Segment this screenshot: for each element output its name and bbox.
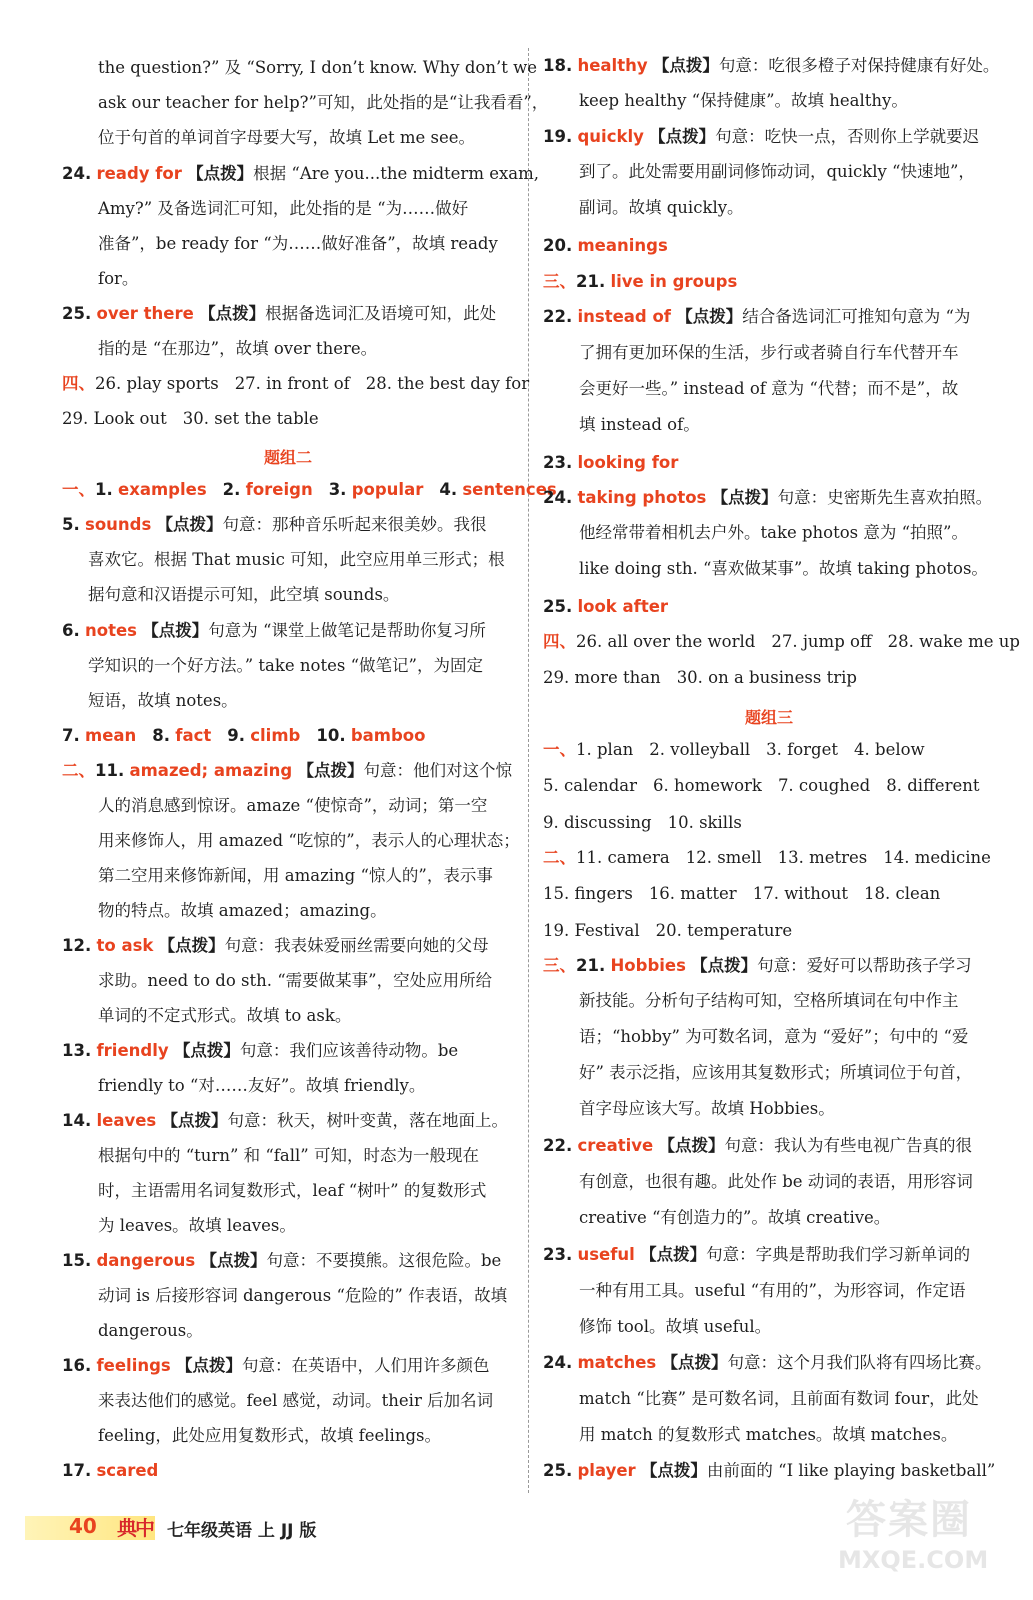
text-line: 来表达他们的感觉。feel 感觉，动词。their 后加名词 xyxy=(98,1391,494,1410)
text-line: the question?” 及 “Sorry, I don’t know. Why don’t we xyxy=(98,58,537,77)
word-row: 5. calendar 6. homework 7. coughed 8. different xyxy=(543,776,980,795)
text-line: match “比赛” 是可数名词，且前面有数词 four，此处 xyxy=(579,1389,979,1408)
answer-21: 三、21. live in groups xyxy=(543,272,738,291)
answer-24-group3: 24. matches 【点拨】句意：这个月我们队将有四场比赛。 xyxy=(543,1353,992,1372)
text-line: 喜欢它。根据 That music 可知，此空应用单三形式；根 xyxy=(88,550,505,569)
answer-25: 25. over there 【点拨】根据备选词汇及语境可知，此处 xyxy=(62,304,497,323)
section-four-row: 29. more than 30. on a business trip xyxy=(543,668,857,687)
answer-14: 14. leaves 【点拨】句意：秋天，树叶变黄，落在地面上。 xyxy=(62,1111,508,1130)
page-number: 40 xyxy=(69,1514,97,1538)
text-line: 填 instead of。 xyxy=(579,415,700,434)
answer-5: 5. sounds 【点拨】句意：那种音乐听起来很美妙。我很 xyxy=(62,515,487,534)
text-line: friendly to “对……友好”。故填 friendly。 xyxy=(98,1076,426,1095)
section-four-row: 29. Look out 30. set the table xyxy=(62,409,319,428)
watermark xyxy=(838,1488,1008,1588)
text-line: 为 leaves。故填 leaves。 xyxy=(98,1216,296,1235)
text-line: ask our teacher for help?”可知，此处指的是“让我看看”， xyxy=(98,93,549,112)
text-line: 新技能。分析句子结构可知，空格所填词在句中作主 xyxy=(579,991,959,1010)
answer-25-right: 25. look after xyxy=(543,597,669,616)
answer-15: 15. dangerous 【点拨】句意：不要摸熊。这很危险。be xyxy=(62,1251,502,1270)
text-line: 短语，故填 notes。 xyxy=(88,691,238,710)
text-line: 语；“hobby” 为可数名词，意为 “爱好”；句中的 “爱 xyxy=(579,1027,969,1046)
group-heading: 题组二 xyxy=(263,448,312,467)
answer-23-group3: 23. useful 【点拨】句意：字典是帮助我们学习新单词的 xyxy=(543,1245,971,1264)
column-divider xyxy=(528,48,529,1493)
page-footer xyxy=(25,1510,345,1546)
text-line: 物的特点。故填 amazed；amazing。 xyxy=(98,901,387,920)
text-line: 用来修饰人，用 amazed “吃惊的”，表示人的心理状态； xyxy=(98,831,520,850)
text-line: 会更好一些。” instead of 意为 “代替；而不是”，故 xyxy=(579,379,959,398)
text-line: 时，主语需用名词复数形式，leaf “树叶” 的复数形式 xyxy=(98,1181,487,1200)
word-row: 9. discussing 10. skills xyxy=(543,813,742,832)
word-row: 二、11. camera 12. smell 13. metres 14. medicine xyxy=(543,848,991,867)
answer-12: 12. to ask 【点拨】句意：我表妹爱丽丝需要向她的父母 xyxy=(62,936,489,955)
text-line: for。 xyxy=(98,269,139,288)
text-line: 人的消息感到惊讶。amaze “使惊奇”，动词；第一空 xyxy=(98,796,488,815)
answer-22: 22. instead of 【点拨】结合备选词汇可推知句意为 “为 xyxy=(543,307,971,326)
word-row: 19. Festival 20. temperature xyxy=(543,921,793,940)
answer-6: 6. notes 【点拨】句意为 “课堂上做笔记是帮助你复习所 xyxy=(62,621,486,640)
text-line: 单词的不定式形式。故填 to ask。 xyxy=(98,1006,352,1025)
watermark-url: MXQE.COM xyxy=(838,1546,989,1574)
text-line: like doing sth. “喜欢做某事”。故填 taking photos。 xyxy=(579,559,988,578)
section-four-row: 四、26. play sports 27. in front of 28. the best day for xyxy=(62,374,530,393)
text-line: keep healthy “保持健康”。故填 healthy。 xyxy=(579,91,908,110)
answer-21-group3: 三、21. Hobbies 【点拨】句意：爱好可以帮助孩子学习 xyxy=(543,956,972,975)
text-line: 他经常带着相机去户外。take photos 意为 “拍照”。 xyxy=(579,523,968,542)
text-line: 位于句首的单词首字母要大写，故填 Let me see。 xyxy=(98,128,475,147)
text-line: 据句意和汉语提示可知，此空填 sounds。 xyxy=(88,585,400,604)
answers-7-10: 7. mean 8. fact 9. climb 10. bamboo xyxy=(62,726,426,745)
text-line: 了拥有更加环保的生活，步行或者骑自行车代替开车 xyxy=(579,343,959,362)
text-line: 一种有用工具。useful “有用的”，为形容词，作定语 xyxy=(579,1281,966,1300)
section-one-row: 一、1. examples 2. foreign 3. popular 4. sentences xyxy=(62,480,557,499)
answer-19: 19. quickly 【点拨】句意：吃快一点，否则你上学就要迟 xyxy=(543,127,980,146)
answer-11: 二、11. amazed; amazing 【点拨】句意：他们对这个惊 xyxy=(62,761,512,780)
text-line: 指的是 “在那边”，故填 over there。 xyxy=(98,339,378,358)
text-line: feeling，此处应用复数形式，故填 feelings。 xyxy=(98,1426,441,1445)
text-line: 用 match 的复数形式 matches。故填 matches。 xyxy=(579,1425,958,1444)
answer-18: 18. healthy 【点拨】句意：吃很多橙子对保持健康有好处。 xyxy=(543,56,1000,75)
text-line: 学知识的一个好方法。” take notes “做笔记”，为固定 xyxy=(88,656,483,675)
word-row: 15. fingers 16. matter 17. without 18. clean xyxy=(543,884,941,903)
word-row: 一、1. plan 2. volleyball 3. forget 4. below xyxy=(543,740,925,759)
watermark-text: 答案圈 xyxy=(846,1497,972,1543)
text-line: 副词。故填 quickly。 xyxy=(579,198,744,217)
answer-23: 23. looking for xyxy=(543,453,679,472)
answer-24: 24. ready for 【点拨】根据 “Are you...the midterm exam, xyxy=(62,164,540,183)
text-line: 首字母应该大写。故填 Hobbies。 xyxy=(579,1099,835,1118)
brand-logo: 典中 xyxy=(117,1516,153,1540)
text-line: 求助。need to do sth. “需要做某事”，空处应用所给 xyxy=(98,971,493,990)
answer-25-group3: 25. player 【点拨】由前面的 “I like playing basketball” xyxy=(543,1461,996,1480)
text-line: 修饰 tool。故填 useful。 xyxy=(579,1317,772,1336)
text-line: 到了。此处需要用副词修饰动词，quickly “快速地”， xyxy=(579,162,975,181)
answer-17: 17. scared xyxy=(62,1461,159,1480)
text-line: creative “有创造力的”。故填 creative。 xyxy=(579,1208,891,1227)
text-line: Amy?” 及备选词汇可知，此处指的是 “为……做好 xyxy=(98,199,469,218)
section-four-row: 四、26. all over the world 27. jump off 28. wake me up xyxy=(543,632,1020,651)
text-line: 有创意，也很有趣。此处作 be 动词的表语，用形容词 xyxy=(579,1172,973,1191)
answer-13: 13. friendly 【点拨】句意：我们应该善待动物。be xyxy=(62,1041,459,1060)
answer-24-right: 24. taking photos 【点拨】句意：史密斯先生喜欢拍照。 xyxy=(543,488,993,507)
answer-16: 16. feelings 【点拨】句意：在英语中，人们用许多颜色 xyxy=(62,1356,490,1375)
answer-22-group3: 22. creative 【点拨】句意：我认为有些电视广告真的很 xyxy=(543,1136,972,1155)
book-title: 七年级英语 上 JJ 版 xyxy=(167,1521,317,1541)
answer-20: 20. meanings xyxy=(543,236,668,255)
text-line: 好” 表示泛指，应该用其复数形式；所填词位于句首， xyxy=(579,1063,973,1082)
text-line: 第二空用来修饰新闻，用 amazing “惊人的”，表示事 xyxy=(98,866,493,885)
text-line: 准备”，be ready for “为……做好准备”，故填 ready xyxy=(98,234,498,253)
group-heading: 题组三 xyxy=(744,708,793,727)
text-line: dangerous。 xyxy=(98,1321,203,1340)
text-line: 根据句中的 “turn” 和 “fall” 可知，时态为一般现在 xyxy=(98,1146,479,1165)
text-line: 动词 is 后接形容词 dangerous “危险的” 作表语，故填 xyxy=(98,1286,508,1305)
